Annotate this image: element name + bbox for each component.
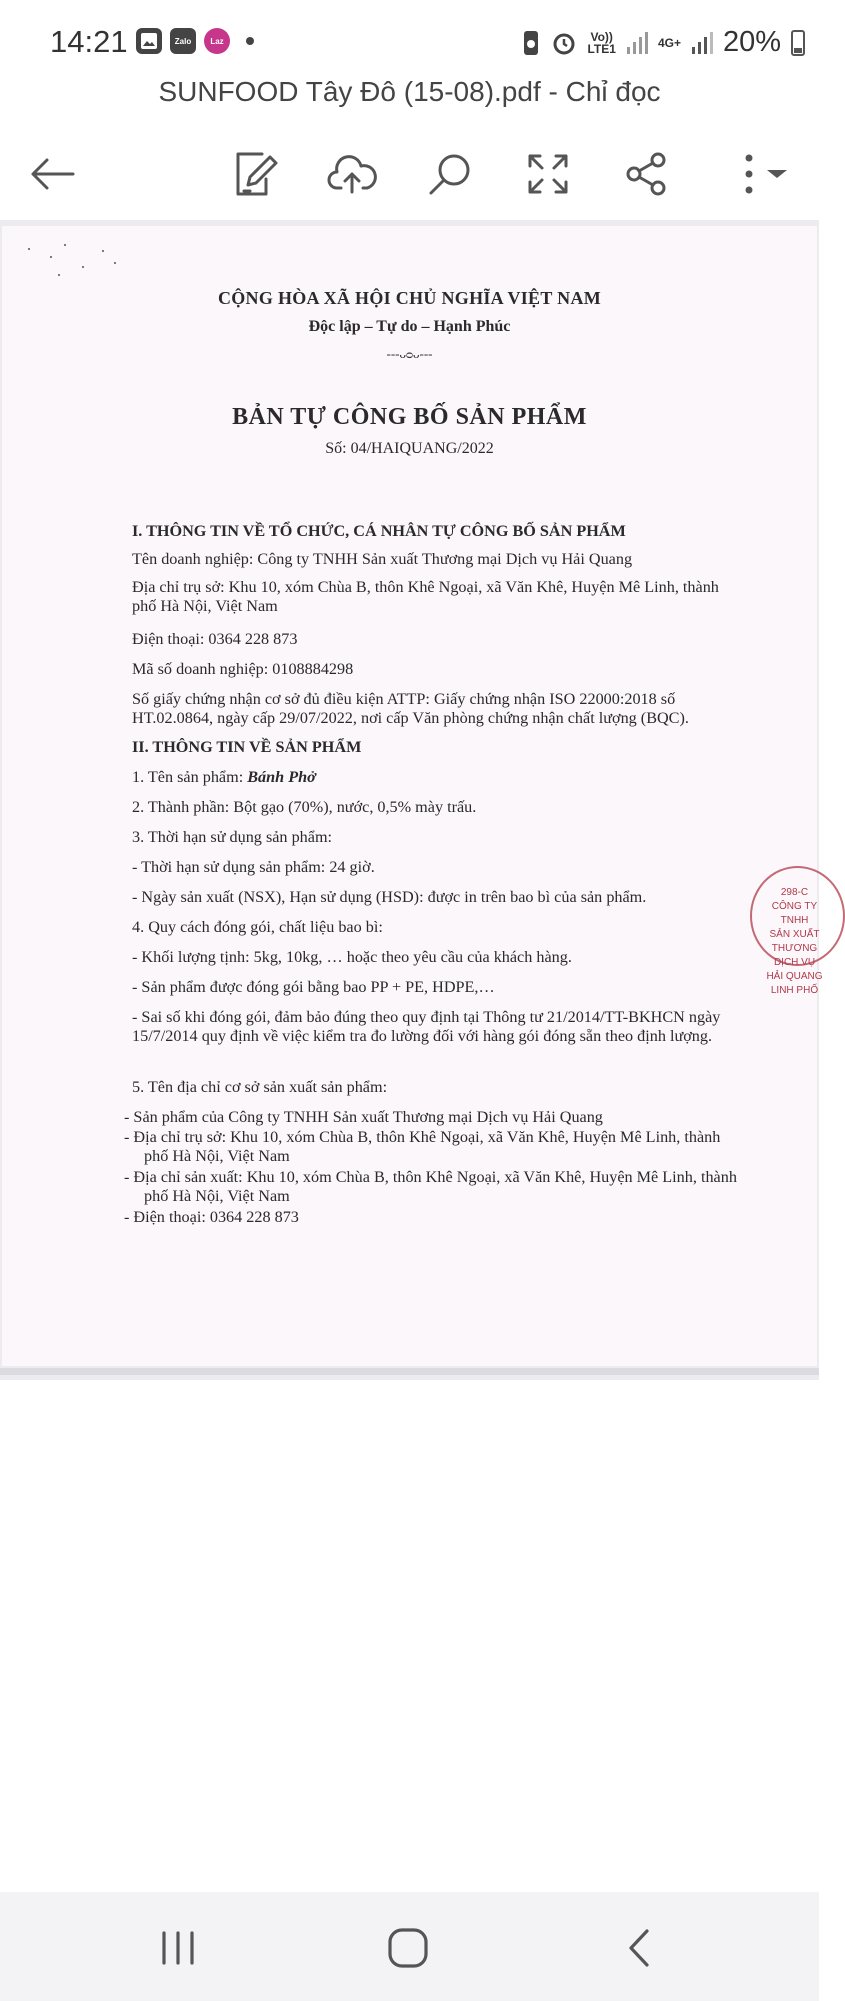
upload-button[interactable] <box>322 144 382 204</box>
producer-item: - Địa chỉ sản xuất: Khu 10, xóm Chùa B, thôn Khê Ngoại, xã Văn Khê, Huyện Mê Linh, thành phố Hà Nội, Việt Nam <box>124 1168 737 1205</box>
vibrate-icon <box>521 30 541 56</box>
scan-speck <box>102 250 104 252</box>
home-button[interactable] <box>378 1918 438 1978</box>
document-heading: BẢN TỰ CÔNG BỐ SẢN PHẨM <box>232 404 587 430</box>
republic-header: CỘNG HÒA XÃ HỘI CHỦ NGHĨA VIỆT NAM <box>217 288 602 308</box>
ingredients: 2. Thành phần: Bột gạo (70%), nước, 0,5% mày trấu. <box>132 798 477 816</box>
home-icon <box>386 1926 430 1970</box>
status-right <box>521 26 805 59</box>
back-button[interactable] <box>22 144 82 204</box>
recent-apps-button[interactable] <box>148 1918 208 1978</box>
zalo-icon: Zalo <box>170 28 196 54</box>
pdf-page[interactable] <box>2 226 823 1366</box>
edit-button[interactable] <box>226 144 286 204</box>
packing-title: 4. Quy cách đóng gói, chất liệu bao bì: <box>132 918 383 936</box>
company-stamp <box>740 846 840 996</box>
stamp-text: 298-C CÔNG TY TNHH SẢN XUẤT THƯƠNG DỊCH VỤ HẢI QUANG LINH PHỐ <box>766 887 823 996</box>
battery-percent: 20% <box>722 26 781 58</box>
signal-2-icon <box>691 31 713 55</box>
tolerance: - Sai số khi đóng gói, đảm bảo đúng theo quy định tại Thông tư 21/2014/TT-BKHCN ngày 15/7/2014 quy định về việc kiểm tra đo lường đối với hàng gói đóng sẵn theo định lượng. <box>132 1008 721 1045</box>
gallery-icon <box>136 28 162 54</box>
shelf-life: - Thời hạn sử dụng sản phẩm: 24 giờ. <box>132 858 375 876</box>
company-name: Tên doanh nghiệp: Công ty TNHH Sản xuất Thương mại Dịch vụ Hải Quang <box>132 550 633 568</box>
packing-material: - Sản phẩm được đóng gói bằng bao PP + PE, HDPE,… <box>132 978 495 996</box>
section1-title: I. THÔNG TIN VỀ TỔ CHỨC, CÁ NHÂN TỰ CÔNG BỐ SẢN PHẨM <box>132 522 626 540</box>
phone: Điện thoại: 0364 228 873 <box>132 630 298 648</box>
fullscreen-button[interactable] <box>518 144 578 204</box>
back-icon <box>29 157 75 191</box>
production-dates: - Ngày sản xuất (NSX), Hạn sử dụng (HSD): được in trên bao bì của sản phẩm. <box>132 888 647 906</box>
scan-speck <box>50 256 52 258</box>
document-number: Số: 04/HAIQUANG/2022 <box>325 440 494 457</box>
product-name-line <box>132 768 747 787</box>
notification-icons <box>136 28 254 54</box>
producer-item: - Điện thoại: 0364 228 873 <box>124 1208 299 1226</box>
document-viewer[interactable] <box>0 220 823 1380</box>
network-type-label: 4G+ <box>657 35 681 50</box>
status-bar <box>0 0 819 88</box>
battery-icon <box>791 30 805 56</box>
page-divider <box>0 1368 819 1375</box>
net-weight: - Khối lượng tịnh: 5kg, 10kg, … hoặc theo yêu cầu của khách hàng. <box>132 948 572 966</box>
scan-speck <box>28 248 30 250</box>
share-icon <box>624 152 668 196</box>
document-title: SUNFOOD Tây Đô (15-08).pdf - Chỉ đọc <box>158 76 661 107</box>
separator: ---ᴗᴑᴗ--- <box>386 346 433 361</box>
product-name: Bánh Phở <box>247 768 316 786</box>
navigation-bar <box>0 1892 819 2001</box>
signal-1-icon <box>626 31 648 55</box>
producer-item: - Địa chỉ trụ sở: Khu 10, xóm Chùa B, thôn Khê Ngoại, xã Văn Khê, Huyện Mê Linh, thành phố Hà Nội, Việt Nam <box>124 1128 721 1165</box>
shelf-life-title: 3. Thời hạn sử dụng sản phẩm: <box>132 828 333 846</box>
back-nav-button[interactable] <box>608 1918 668 1978</box>
motto: Độc lập – Tự do – Hạnh Phúc <box>308 318 511 335</box>
tax-code: Mã số doanh nghiệp: 0108884298 <box>132 660 354 678</box>
fullscreen-icon <box>527 153 569 195</box>
producer-title: 5. Tên địa chỉ cơ sở sản xuất sản phẩm: <box>132 1078 388 1096</box>
volte-label: Vo)) LTE1 <box>587 29 616 56</box>
certificate: Số giấy chứng nhận cơ sở đủ điều kiện ATTP: Giấy chứng nhận ISO 22000:2018 số HT.02.0864, ngày cấp 29/07/2022, nơi cấp Văn phòng chứng nhận chất lượng (BQC). <box>132 690 689 727</box>
alarm-icon <box>551 30 577 56</box>
producer-item: - Sản phẩm của Công ty TNHH Sản xuất Thương mại Dịch vụ Hải Quang <box>124 1108 603 1126</box>
scan-speck <box>114 262 116 264</box>
share-button[interactable] <box>616 144 676 204</box>
cloud-upload-icon <box>327 154 377 194</box>
head-office-address: Địa chỉ trụ sở: Khu 10, xóm Chùa B, thôn Khê Ngoại, xã Văn Khê, Huyện Mê Linh, thành phố Hà Nội, Việt Nam <box>132 578 719 615</box>
section2-title: II. THÔNG TIN VỀ SẢN PHẨM <box>132 738 362 756</box>
lazada-icon: Laz <box>204 28 230 54</box>
scan-speck <box>82 266 84 268</box>
recent-apps-icon <box>158 1930 198 1966</box>
toolbar <box>0 128 819 218</box>
more-button[interactable] <box>724 144 794 204</box>
more-notifications-dot <box>246 37 254 45</box>
more-icon <box>729 152 789 196</box>
status-time: 14:21 <box>50 24 128 59</box>
scan-speck <box>58 274 60 276</box>
product-name-label: 1. Tên sản phẩm: <box>132 768 248 786</box>
edit-icon <box>234 151 278 197</box>
search-icon <box>428 152 472 196</box>
back-nav-icon <box>623 1928 653 1968</box>
search-button[interactable] <box>420 144 480 204</box>
scan-speck <box>64 244 66 246</box>
